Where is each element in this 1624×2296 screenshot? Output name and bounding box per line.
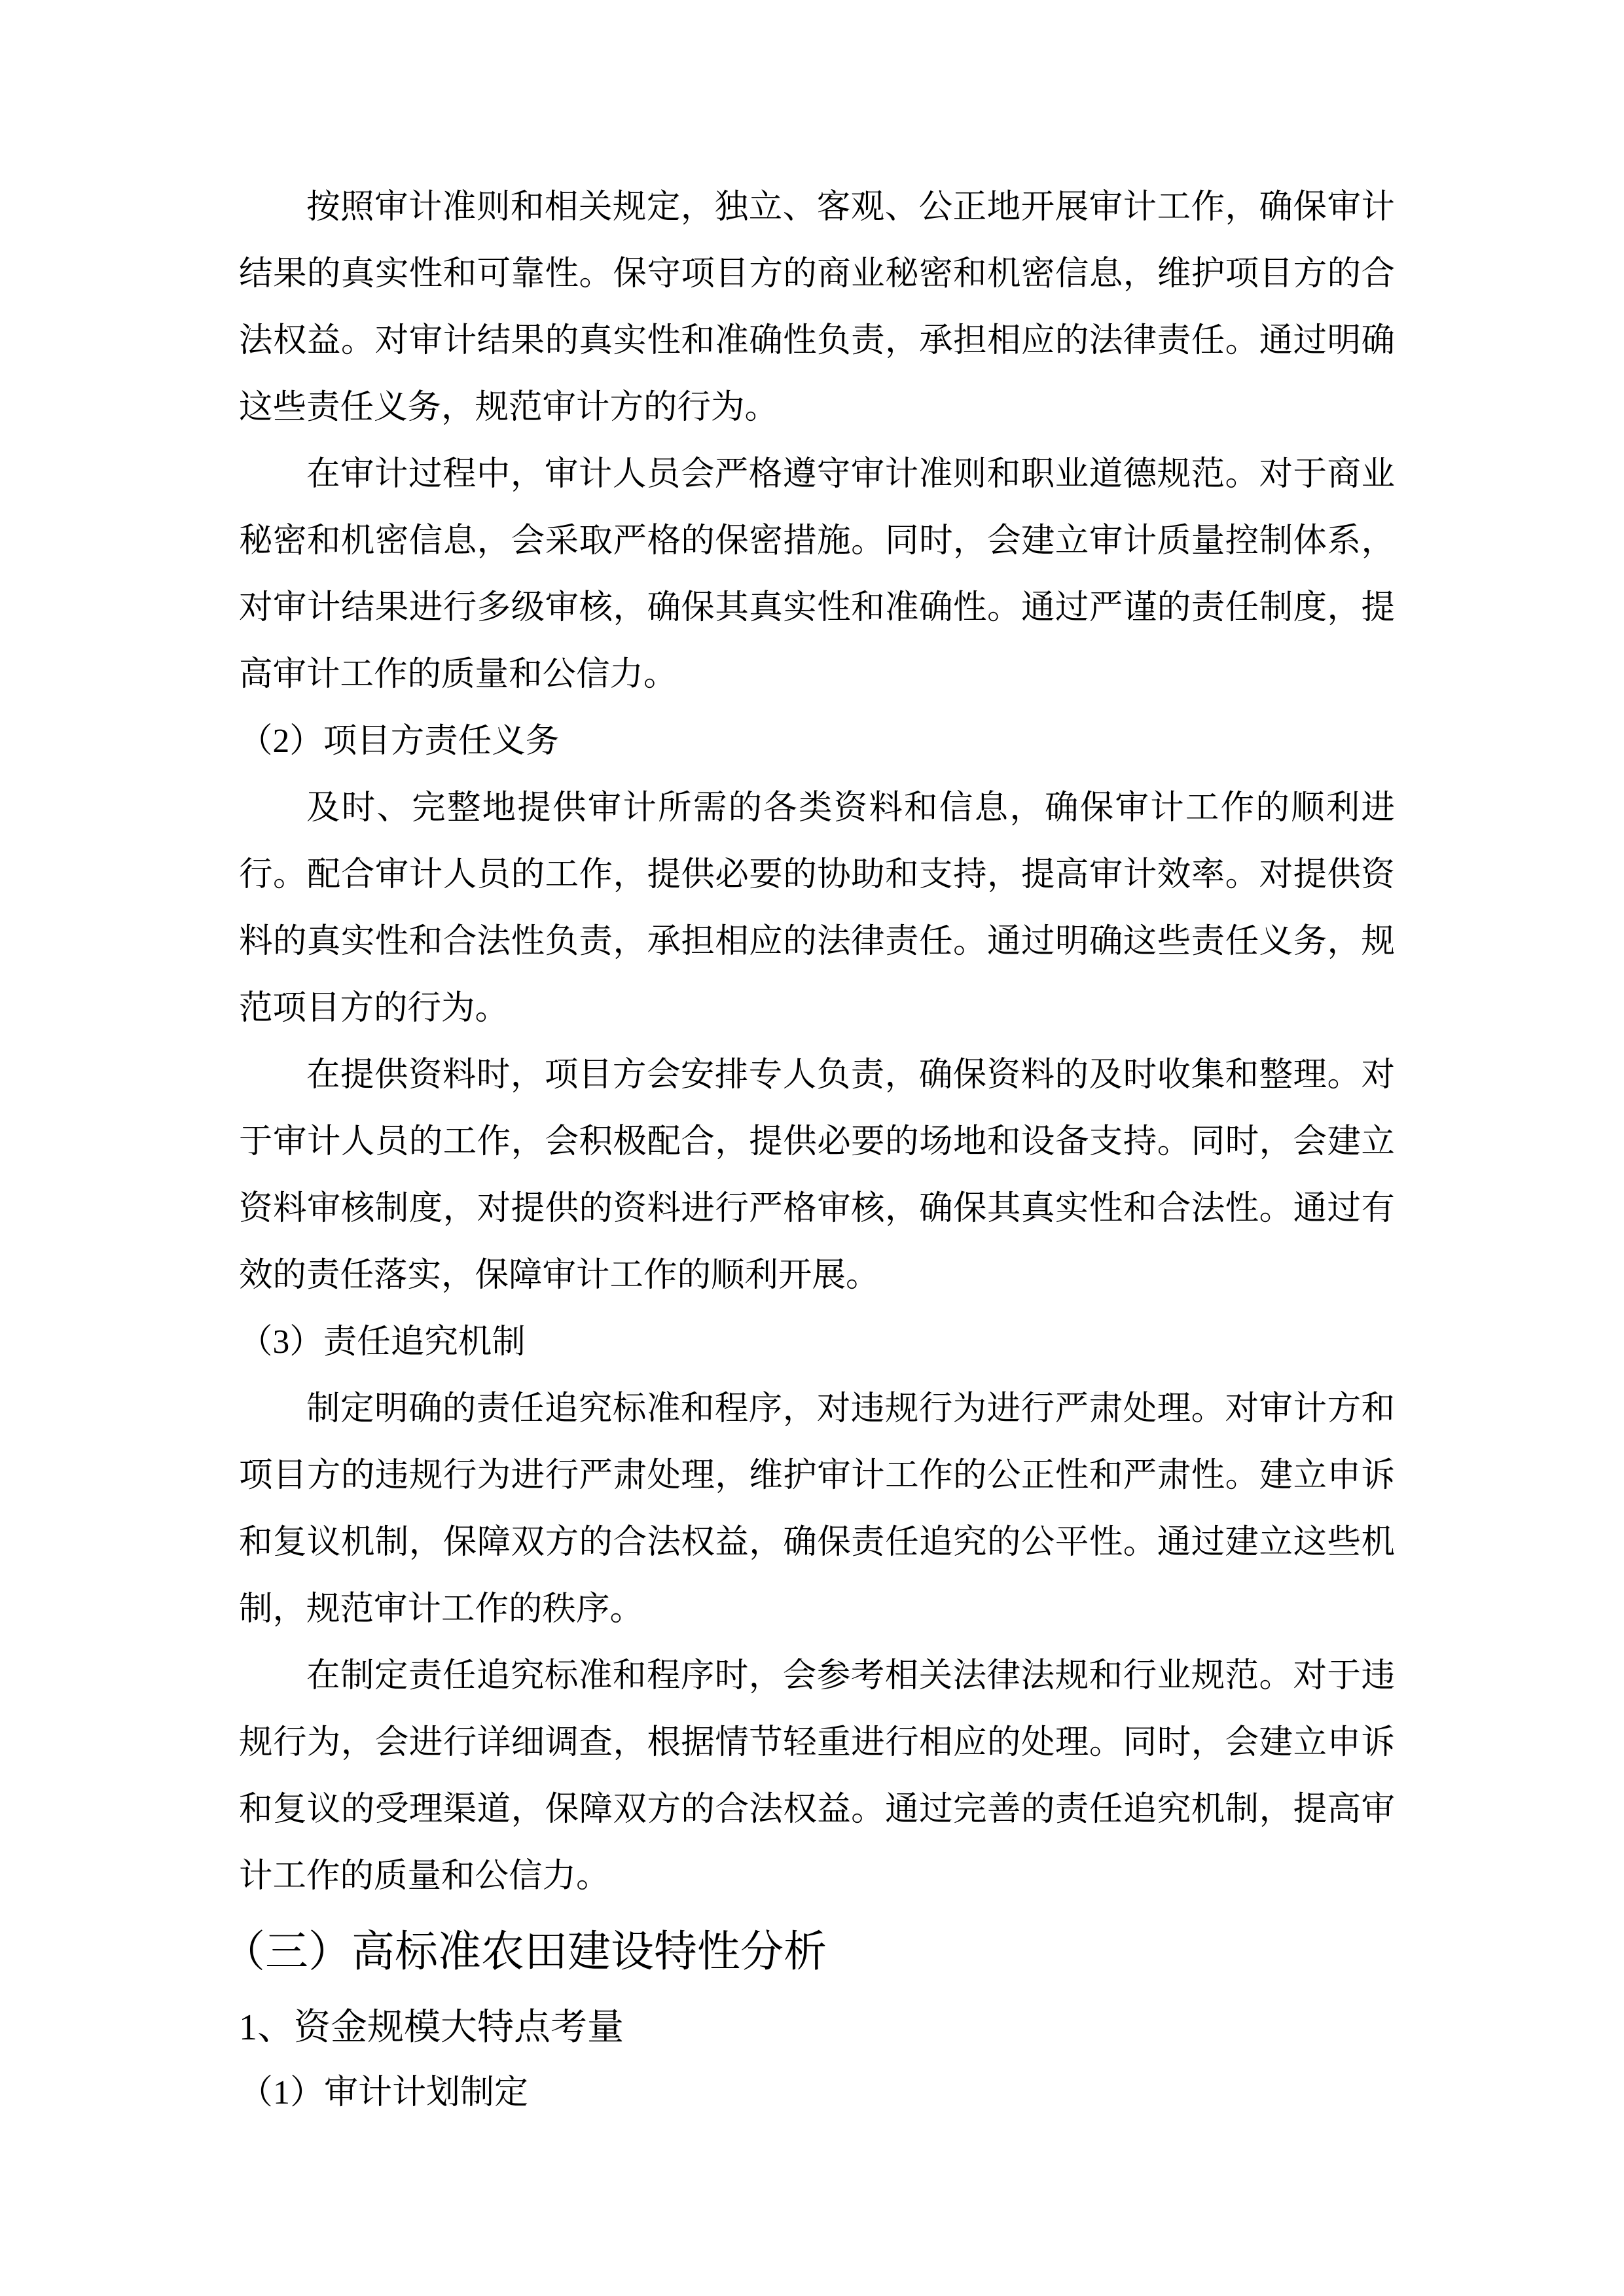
heading-project-party-duties: （2）项目方责任义务: [239, 723, 560, 760]
paragraph-audit-process-measures: 在审计过程中，审计人员会严格遵守审计准则和职业道德规范。对于商业秘密和机密信息，会采取严格的保密措施。同时，会建立审计质量控制体系，对审计结果进行多级审核，确保其真实性和准确性。通过严谨的责任制度，提高审计工作的质量和公信力。: [239, 456, 1395, 693]
heading-farmland-construction-analysis: （三）高标准农田建设特性分析: [222, 1928, 827, 1976]
paragraph-auditor-responsibilities: 按照审计准则和相关规定，独立、客观、公正地开展审计工作，确保审计结果的真实性和可靠性。保守项目方的商业秘密和机密信息，维护项目方的合法权益。对审计结果的真实性和准确性负责，承担相应的法律责任。通过明确这些责任义务，规范审计方的行为。: [239, 188, 1395, 426]
paragraph-accountability-procedures: 在制定责任追究标准和程序时，会参考相关法律法规和行业规范。对于违规行为，会进行详细调查，根据情节轻重进行相应的处理。同时，会建立申诉和复议的受理渠道，保障双方的合法权益。通过完善的责任追究机制，提高审计工作的质量和公信力。: [239, 1657, 1395, 1895]
paragraph-project-party-duties: 及时、完整地提供审计所需的各类资料和信息，确保审计工作的顺利进行。配合审计人员的工作，提供必要的协助和支持，提高审计效率。对提供资料的真实性和合法性负责，承担相应的法律责任。通过明确这些责任义务，规范项目方的行为。: [239, 789, 1395, 1027]
heading-audit-plan-formulation: （1）审计计划制定: [239, 2074, 529, 2111]
paragraph-accountability-standards: 制定明确的责任追究标准和程序，对违规行为进行严肃处理。对审计方和项目方的违规行为进行严肃处理，维护审计工作的公正性和严肃性。建立申诉和复议机制，保障双方的合法权益，确保责任追究的公平性。通过建立这些机制，规范审计工作的秩序。: [239, 1390, 1395, 1628]
paragraph-material-provision: 在提供资料时，项目方会安排专人负责，确保资料的及时收集和整理。对于审计人员的工作，会积极配合，提供必要的场地和设备支持。同时，会建立资料审核制度，对提供的资料进行严格审核，确保其真实性和合法性。通过有效的责任落实，保障审计工作的顺利开展。: [239, 1056, 1395, 1294]
heading-accountability-mechanism: （3）责任追究机制: [239, 1323, 526, 1361]
heading-capital-scale-consideration: 1、资金规模大特点考量: [239, 2007, 624, 2048]
